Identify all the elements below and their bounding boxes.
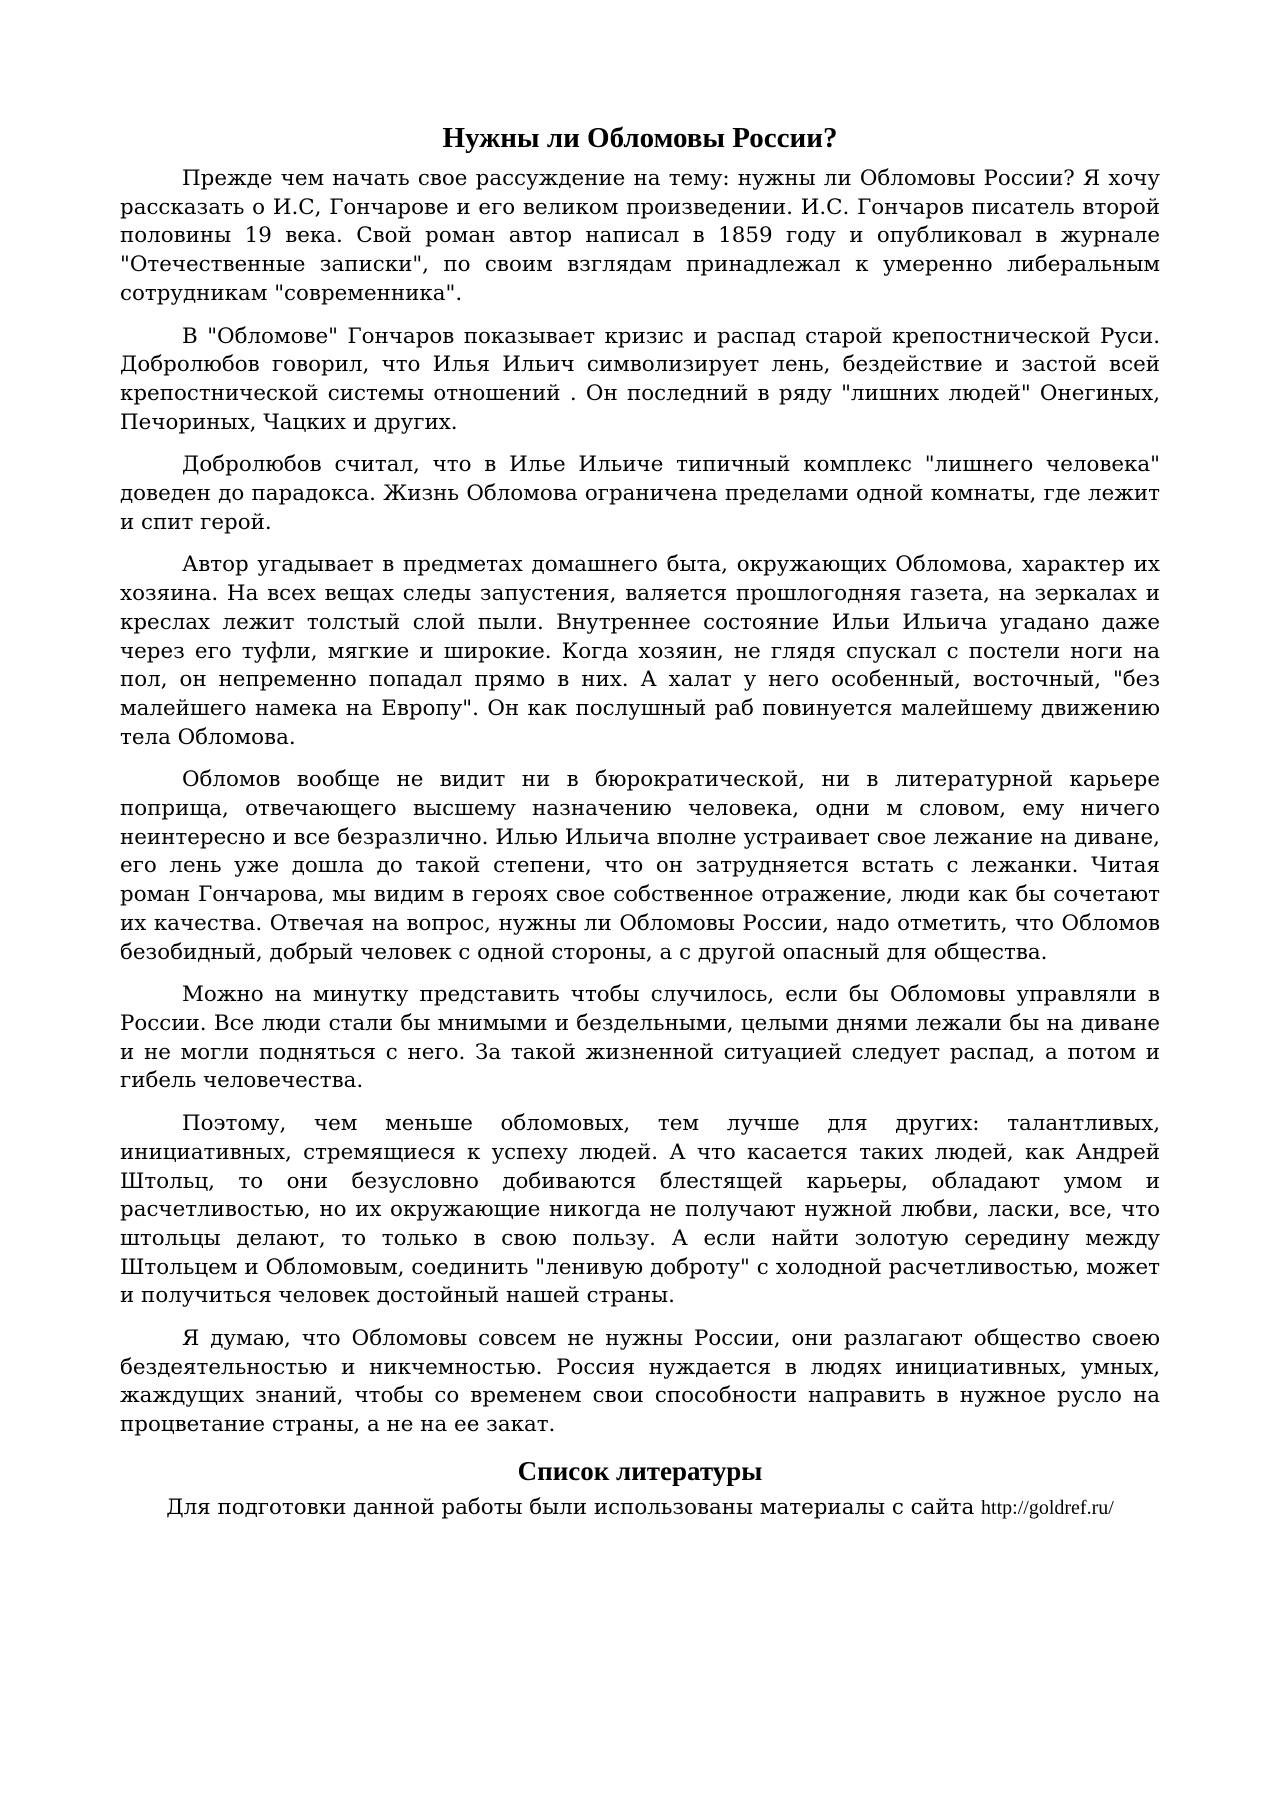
paragraph-6: Можно на минутку представить чтобы случилось, если бы Обломовы управляли в России. Все люди стали бы мнимыми и бездельными, целыми днями лежали бы на диване и не могли подняться с него. За такой жизненной ситуацией следует распад, а потом и гибель человечества. (120, 982, 1160, 1094)
page-title: Нужны ли Обломовы России? (442, 122, 838, 154)
paragraph-3: Добролюбов считал, что в Илье Ильиче типичный комплекс "лишнего человека" доведен до парадокса. Жизнь Обломова ограничена пределами одной комнаты, где лежит и спит герой. (120, 452, 1160, 535)
paragraph-8: Я думаю, что Обломовы совсем не нужны России, они разлагают общество своею бездеятельностью и никчемностью. Россия нуждается в людях инициативных, умных, жаждущих знаний, чтобы со временем свои способности направить в нужное русло на процветание страны, а не на ее закат. (120, 1326, 1160, 1438)
paragraph-7: Поэтому, чем меньше обломовых, тем лучше для других: талантливых, инициативных, стремящиеся к успеху людей. А что касается таких людей, как Андрей Штольц, то они безусловно добиваются блестящей карьеры, обладают умом и расчетливостью, но их окружающие никогда не получают нужной любви, ласки, все, что штольцы делают, то только в свою пользу. А если найти золотую середину между Штольцем и Обломовым, соединить "ленивую доброту" с холодной расчетливостью, может и получиться человек достойный нашей страны. (120, 1111, 1160, 1309)
references-link[interactable]: http://goldref.ru/ (981, 1496, 1114, 1519)
paragraph-2: В "Обломове" Гончаров показывает кризис и распад старой крепостнической Руси. Добролюбов говорил, что Илья Ильич символизирует лень, бездействие и застой всей крепостнической системы отношений . Он последний в ряду "лишних людей" Онегиных, Печориных, Чацких и других. (120, 323, 1160, 435)
paragraph-4: Автор угадывает в предметах домашнего быта, окружающих Обломова, характер их хозяина. На всех вещах следы запустения, валяется прошлогодняя газета, на зеркалах и креслах лежит толстый слой пыли. Внутреннее состояние Ильи Ильича угадано даже через его туфли, мягкие и широкие. Когда хозяин, не глядя спускал с постели ноги на пол, он непременно попадал прямо в них. А халат у него особенный, восточный, "без малейшего намека на Европу". Он как послушный раб повинуется малейшему движению тела Обломова. (120, 552, 1160, 750)
references-heading: Список литературы (517, 1455, 763, 1486)
references-text: Для подготовки данной работы были использованы материалы с сайта (166, 1494, 975, 1520)
document-page (120, 120, 1160, 1523)
paragraph-1: Прежде чем начать свое рассуждение на тему: нужны ли Обломовы России? Я хочу рассказать о И.С, Гончарове и его великом произведении. И.С. Гончаров писатель второй половины 19 века. Свой роман автор написал в 1859 году и опубликовал в журнале "Отечественные записки", по своим взглядам принадлежал к умеренно либеральным сотрудникам "современника". (120, 166, 1160, 306)
paragraph-5: Обломов вообще не видит ни в бюрократической, ни в литературной карьере поприща, отвечающего высшему назначению человека, одни м словом, ему ничего неинтересно и все безразлично. Илью Ильича вполне устраивает свое лежание на диване, его лень уже дошла до такой степени, что он затрудняется встать с лежанки. Читая роман Гончарова, мы видим в героях свое собственное отражение, люди как бы сочетают их качества. Отвечая на вопрос, нужны ли Обломовы России, надо отметить, что Обломов безобидный, добрый человек с одной стороны, а с другой опасный для общества. (120, 767, 1160, 965)
references-note (120, 1494, 1160, 1523)
